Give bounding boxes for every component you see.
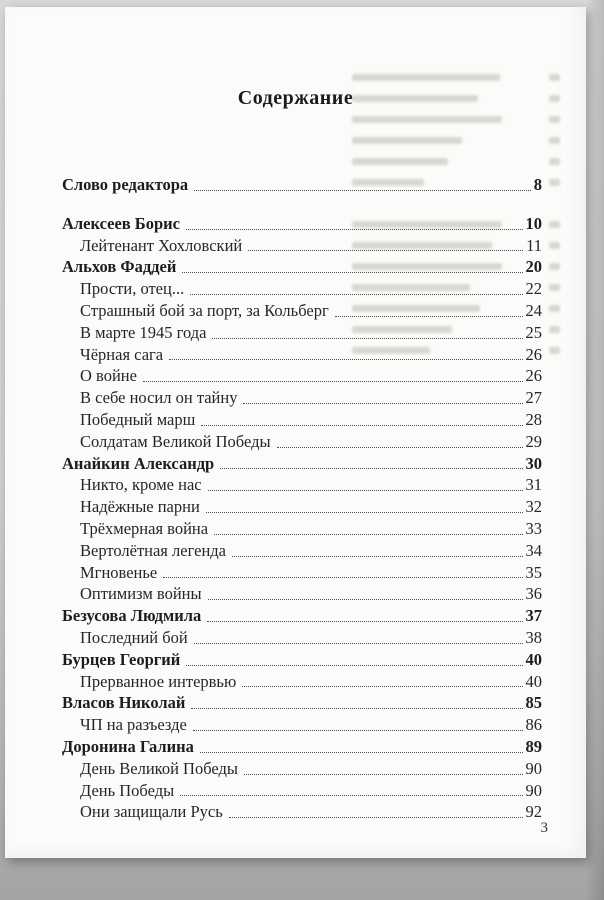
toc-entry-label: О войне — [80, 366, 137, 386]
toc-entry-label: Лейтенант Хохловский — [80, 235, 243, 255]
toc-entry-page: 37 — [525, 606, 542, 626]
toc-entry-page: 29 — [525, 431, 542, 451]
toc-entry-label: Доронина Галина — [62, 736, 194, 756]
toc-row — [62, 605, 542, 627]
footer-page-number: 3 — [540, 820, 548, 836]
showthrough-number-blob — [549, 74, 560, 81]
showthrough-number-blob — [549, 305, 560, 312]
toc-entry-page: 25 — [525, 322, 542, 342]
toc-entry-page: 85 — [525, 693, 542, 713]
showthrough-number-blob — [549, 242, 560, 249]
toc-list — [62, 174, 542, 823]
toc-entry-label: Надёжные парни — [80, 497, 200, 517]
toc-row — [62, 736, 542, 758]
showthrough-line — [352, 130, 560, 151]
toc-row — [62, 671, 542, 693]
toc-entry-page: 90 — [525, 780, 542, 800]
toc-entry-label: Альхов Фаддей — [62, 257, 177, 277]
showthrough-line — [352, 151, 560, 172]
dot-leader — [191, 708, 522, 709]
toc-entry-page: 30 — [525, 453, 542, 473]
toc-entry-page: 36 — [525, 584, 542, 604]
toc-row — [62, 801, 542, 823]
toc-entry-label: Последний бой — [80, 627, 188, 647]
dot-leader — [186, 665, 522, 666]
dot-leader — [277, 447, 523, 448]
dot-leader — [186, 229, 523, 230]
dot-leader — [243, 403, 522, 404]
photo-right-gutter — [586, 0, 604, 900]
toc-entry-label: Безусова Людмила — [62, 606, 202, 626]
toc-entry-page: 24 — [525, 300, 542, 320]
toc-entry-page: 20 — [525, 257, 542, 277]
toc-entry-page: 38 — [525, 627, 542, 647]
toc-row — [62, 453, 542, 475]
toc-row — [62, 344, 542, 366]
toc-entry-page: 90 — [525, 758, 542, 778]
toc-entry-label: Алексеев Борис — [62, 213, 180, 233]
dot-leader — [201, 425, 522, 426]
toc-entry-page: 10 — [525, 213, 542, 233]
toc-entry-label: День Великой Победы — [80, 758, 238, 778]
toc-entry-label: Прерванное интервью — [80, 671, 237, 691]
toc-entry-label: Чёрная сага — [80, 344, 164, 364]
toc-entry-page: 40 — [525, 649, 542, 669]
toc-entry-label: Никто, кроме нас — [80, 475, 202, 495]
toc-entry-page: 11 — [526, 235, 542, 255]
dot-leader — [180, 795, 522, 796]
showthrough-number-blob — [549, 221, 560, 228]
showthrough-number-blob — [549, 263, 560, 270]
toc-row — [62, 409, 542, 431]
toc-row — [62, 758, 542, 780]
dot-leader — [248, 250, 523, 251]
dot-leader — [208, 599, 523, 600]
dot-leader — [232, 556, 522, 557]
toc-entry-page: 34 — [525, 540, 542, 560]
book-page — [5, 7, 586, 858]
toc-row — [62, 300, 542, 322]
dot-leader — [163, 577, 522, 578]
dot-leader — [214, 534, 522, 535]
dot-leader — [208, 490, 523, 491]
showthrough-text-bar — [352, 116, 502, 123]
toc-entry-page: 26 — [525, 366, 542, 386]
toc-entry-label: День Победы — [80, 780, 175, 800]
toc-entry-page: 26 — [525, 344, 542, 364]
toc-row — [62, 387, 542, 409]
toc-entry-label: Страшный бой за порт, за Кольберг — [80, 300, 329, 320]
toc-entry-label: Они защищали Русь — [80, 802, 223, 822]
toc-row — [62, 322, 542, 344]
toc-row — [62, 365, 542, 387]
showthrough-number-blob — [549, 347, 560, 354]
toc-entry-label: ЧП на разъезде — [80, 715, 187, 735]
toc-row — [62, 714, 542, 736]
showthrough-text-bar — [352, 158, 448, 165]
toc-row — [62, 518, 542, 540]
toc-row — [62, 278, 542, 300]
toc-entry-page: 22 — [525, 279, 542, 299]
dot-leader — [206, 512, 523, 513]
dot-leader — [200, 752, 523, 753]
toc-entry-page: 86 — [525, 715, 542, 735]
dot-leader — [242, 686, 522, 687]
dot-leader — [169, 359, 522, 360]
dot-leader — [335, 316, 523, 317]
toc-row — [62, 649, 542, 671]
toc-entry-label: Оптимизм войны — [80, 584, 202, 604]
toc-entry-page: 89 — [525, 736, 542, 756]
toc-row — [62, 431, 542, 453]
toc-row — [62, 540, 542, 562]
toc-row — [62, 627, 542, 649]
showthrough-text-bar — [352, 74, 500, 81]
toc-entry-label: Бурцев Георгий — [62, 649, 181, 669]
dot-leader — [190, 294, 522, 295]
toc-row — [62, 780, 542, 802]
toc-entry-page: 92 — [525, 802, 542, 822]
showthrough-line — [352, 109, 560, 130]
toc-entry-label: В себе носил он тайну — [80, 388, 238, 408]
toc-entry-label: Власов Николай — [62, 693, 186, 713]
toc-row — [62, 496, 542, 518]
toc-entry-label: Мгновенье — [80, 562, 158, 582]
toc-entry-label: Слово редактора — [62, 175, 189, 194]
toc-entry-page: 32 — [525, 497, 542, 517]
toc-row — [62, 692, 542, 714]
showthrough-number-blob — [549, 326, 560, 333]
dot-leader — [220, 468, 522, 469]
toc-entry-page: 40 — [525, 671, 542, 691]
showthrough-number-blob — [549, 179, 560, 186]
dot-leader — [182, 272, 522, 273]
toc-row — [62, 235, 542, 257]
toc-entry-page: 28 — [525, 409, 542, 429]
toc-entry-page: 27 — [525, 388, 542, 408]
toc-row — [62, 213, 542, 235]
dot-leader — [207, 621, 522, 622]
toc-entry-page: 31 — [525, 475, 542, 495]
dot-leader — [143, 381, 523, 382]
showthrough-number-blob — [549, 284, 560, 291]
toc-row — [62, 174, 542, 196]
toc-entry-page: 8 — [533, 175, 542, 194]
toc-entry-label: В марте 1945 года — [80, 322, 207, 342]
showthrough-line — [352, 67, 560, 88]
toc-row — [62, 562, 542, 584]
dot-leader — [194, 190, 531, 191]
dot-leader — [194, 643, 523, 644]
showthrough-number-blob — [549, 116, 560, 123]
toc-entry-label: Анайкин Александр — [62, 453, 215, 473]
page-title: Содержание — [237, 87, 354, 109]
showthrough-number-blob — [549, 137, 560, 144]
showthrough-number-blob — [549, 158, 560, 165]
toc-entry-label: Вертолётная легенда — [80, 540, 227, 560]
toc-entry-label: Прости, отец... — [80, 279, 185, 299]
dot-leader — [193, 730, 523, 731]
dot-leader — [229, 817, 523, 818]
showthrough-text-bar — [352, 137, 462, 144]
toc-row — [62, 474, 542, 496]
dot-leader — [244, 774, 523, 775]
dot-leader — [212, 338, 522, 339]
toc-row — [62, 583, 542, 605]
toc-row — [62, 256, 542, 278]
toc-entry-page: 35 — [525, 562, 542, 582]
toc-entry-label: Трёхмерная война — [80, 518, 209, 538]
toc-entry-label: Солдатам Великой Победы — [80, 431, 271, 451]
toc-entry-page: 33 — [525, 518, 542, 538]
toc-entry-label: Победный марш — [80, 409, 196, 429]
